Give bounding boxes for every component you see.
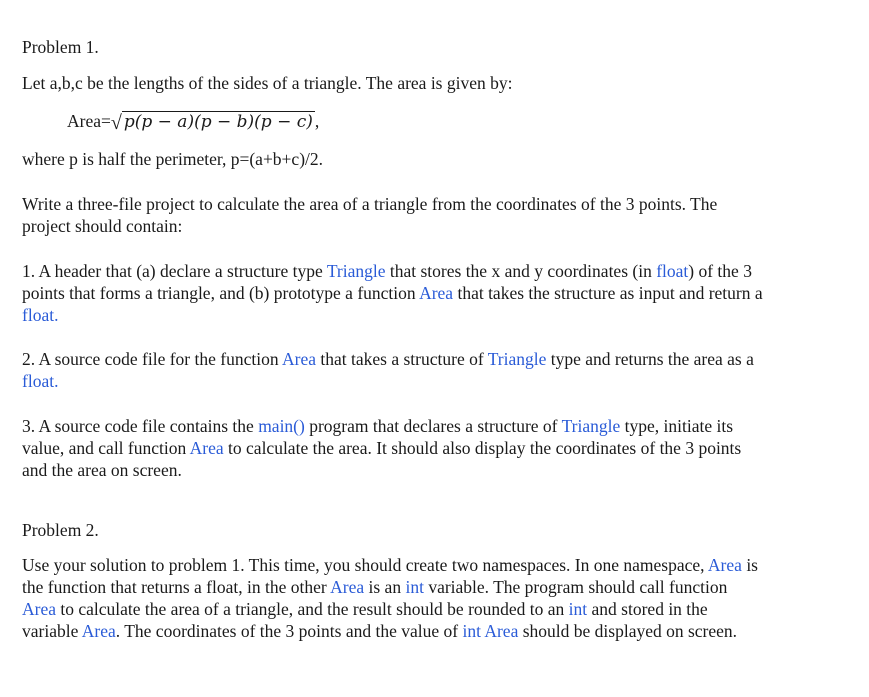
problem2-line-3 bbox=[22, 598, 708, 620]
keyword-area: Area bbox=[707, 555, 742, 575]
text: to calculate the area of a triangle, and the result should be rounded to an bbox=[56, 599, 569, 619]
keyword-area: Area bbox=[22, 599, 57, 619]
text: type and returns the area as a bbox=[546, 349, 754, 369]
sqrt-expression bbox=[111, 110, 315, 132]
formula-body: p(p − a)(p − b)(p − c) bbox=[123, 112, 313, 132]
text: to calculate the area. It should also display the coordinates of the 3 points bbox=[223, 438, 742, 458]
item3-line-1 bbox=[22, 415, 733, 437]
text: variable bbox=[22, 621, 82, 641]
item1-line-2 bbox=[22, 282, 763, 304]
problem2-line-4 bbox=[22, 620, 737, 642]
keyword-int-area: int Area bbox=[462, 621, 519, 641]
text: ) of the 3 bbox=[688, 261, 752, 281]
area-formula bbox=[67, 110, 319, 132]
text: variable. The program should call function bbox=[423, 577, 728, 597]
text: program that declares a structure of bbox=[304, 416, 562, 436]
item3-line-2 bbox=[22, 437, 741, 459]
text: Use your solution to problem 1. This time, you should create two namespaces. In one namespace, bbox=[22, 555, 708, 575]
text: the function that returns a float, in the other bbox=[22, 577, 331, 597]
task-line-1: Write a three-file project to calculate the area of a triangle from the coordinates of the 3 points. The bbox=[22, 194, 718, 214]
problem1-intro bbox=[22, 72, 513, 94]
item3-line-3: and the area on screen. bbox=[22, 460, 182, 480]
item2-line-1 bbox=[22, 348, 754, 370]
keyword-triangle: Triangle bbox=[561, 416, 621, 436]
keyword-triangle: Triangle bbox=[326, 261, 386, 281]
keyword-int: int bbox=[405, 577, 424, 597]
task-line-2: project should contain: bbox=[22, 216, 183, 236]
keyword-area: Area bbox=[282, 349, 317, 369]
keyword-main: main() bbox=[258, 416, 305, 436]
problem1-heading: Problem 1. bbox=[22, 37, 99, 57]
problem2-heading: Problem 2. bbox=[22, 520, 99, 540]
text: is bbox=[741, 555, 758, 575]
keyword-float: float bbox=[656, 261, 689, 281]
text: that takes the structure as input and return a bbox=[453, 283, 763, 303]
item2-line-2: float. bbox=[22, 371, 59, 391]
item1-line-3: float. bbox=[22, 305, 59, 325]
sqrt-icon: √ bbox=[110, 112, 122, 134]
problem2-line-1 bbox=[22, 554, 758, 576]
text: is an bbox=[364, 577, 406, 597]
text: that stores the x and y coordinates (in bbox=[385, 261, 657, 281]
text: . The coordinates of the 3 points and the value of bbox=[115, 621, 463, 641]
text: 1. A header that (a) declare a structure type bbox=[22, 261, 327, 281]
text: and stored in the bbox=[587, 599, 708, 619]
intro-text: Let a,b,c be the lengths of the sides of a triangle. The area is given by: bbox=[22, 73, 513, 93]
keyword-area: Area bbox=[189, 438, 224, 458]
item1-line-1 bbox=[22, 260, 752, 282]
formula-label: Area= bbox=[67, 111, 111, 131]
keyword-triangle: Triangle bbox=[487, 349, 547, 369]
text: 2. A source code file for the function bbox=[22, 349, 282, 369]
formula-tail: , bbox=[314, 111, 320, 131]
perimeter-note: where p is half the perimeter, p=(a+b+c)/2. bbox=[22, 149, 324, 169]
keyword-int: int bbox=[568, 599, 588, 619]
text: should be displayed on screen. bbox=[518, 621, 738, 641]
text: 3. A source code file contains the bbox=[22, 416, 259, 436]
keyword-area: Area bbox=[330, 577, 365, 597]
keyword-area: Area bbox=[81, 621, 116, 641]
text: that takes a structure of bbox=[316, 349, 488, 369]
problem2-line-2 bbox=[22, 576, 727, 598]
keyword-area: Area bbox=[419, 283, 454, 303]
text: type, initiate its bbox=[620, 416, 734, 436]
text: value, and call function bbox=[22, 438, 190, 458]
text: points that forms a triangle, and (b) prototype a function bbox=[22, 283, 420, 303]
